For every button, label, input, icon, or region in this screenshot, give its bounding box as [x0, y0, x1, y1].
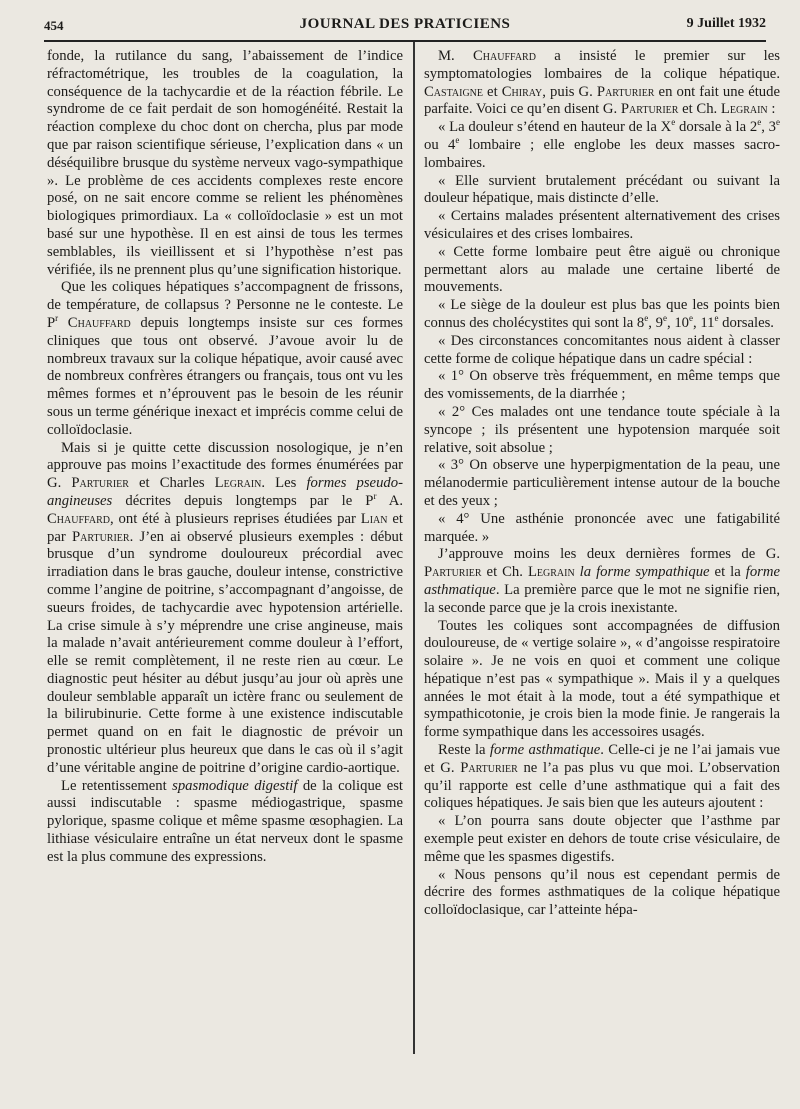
- paragraph: [424, 546, 780, 617]
- superscript: e: [714, 313, 719, 324]
- text-run: Reste la: [438, 742, 490, 759]
- text-run: Toutes les coliques sont accompagnées de diffusion douloureuse, de « vertige solaire », « d’angoisse respiratoire solaire ». Je ne vois en quoi et comment une colique hépatique n’est pas « sympathique ». Mais il y a quelques années le mot était à la mode, tout a été sympathique et sympathicotonie, je crois bien la mode finie. Je rangerais la forme sympathique dans les accessoires usagés.: [424, 617, 780, 741]
- author-name: Parturier: [620, 101, 679, 118]
- author-name: Parturier: [72, 528, 130, 545]
- text-run: , 9: [648, 314, 663, 331]
- paragraph: [424, 457, 780, 510]
- paragraph: [47, 778, 403, 867]
- author-name: Chauffard: [472, 48, 536, 64]
- text-run: « Elle survient brutalement précédant ou suivant la douleur hépatique, mais distincte d’elle.: [424, 172, 780, 207]
- author-name: Chauffard: [67, 314, 131, 331]
- paragraph: [424, 48, 780, 119]
- paragraph: [424, 244, 780, 297]
- text-run: et la: [709, 564, 746, 581]
- author-name: Parturier: [71, 475, 129, 492]
- text-run: et Ch.: [678, 101, 721, 118]
- paragraph: [424, 368, 780, 404]
- text-run: . Les: [261, 475, 307, 492]
- text-run: ne l’a pas plus vu que moi. L’observation qu’il rapporte est celle d’une asthmatique qui a fait des coliques hépatiques. Je sais bien que les auteurs ajoutent :: [424, 759, 780, 812]
- superscript: e: [671, 117, 676, 128]
- text-run: « 2° Ces malades ont une tendance toute spéciale à la syncope ; ils présentent une hypotension marquée soit relative, soit absolue ;: [424, 403, 780, 456]
- text-run: :: [767, 101, 776, 118]
- paragraph: [424, 867, 780, 920]
- emphasis: formes pseudo-angineuses: [47, 475, 403, 509]
- text-run: lombaire ; elle englobe les deux masses sacro-lombaires.: [424, 136, 780, 171]
- emphasis: la forme sympathique: [579, 564, 710, 581]
- text-run: « Le siège de la douleur est plus bas que les points bien connus des cholécystites qui sont la 8: [424, 297, 780, 331]
- author-name: Parturier: [596, 83, 655, 100]
- text-run: « Des circonstances concomitantes nous aident à classer cette forme de colique hépatique dans un cadre spécial :: [424, 332, 780, 367]
- superscript: e: [776, 117, 780, 128]
- text-run: , puis G.: [542, 83, 597, 100]
- text-run: [58, 315, 68, 331]
- text-run: , ont été à plusieurs reprises étudiées par: [109, 510, 361, 527]
- text-run: « 4° Une asthénie prononcée avec une fatigabilité marquée. »: [424, 510, 780, 545]
- paragraph: [424, 208, 780, 244]
- text-run: dorsale à la 2: [675, 119, 758, 136]
- text-run: ou 4: [424, 136, 456, 153]
- emphasis: spasmodique digestif: [172, 777, 298, 794]
- text-run: et par: [47, 510, 403, 545]
- text-run: , 10: [666, 314, 689, 331]
- text-run: « L’on pourra sans doute objecter que l’asthme par exemple peut exister en dehors de toute crise vésiculaire, de même que les spasmes digestifs.: [424, 813, 780, 865]
- author-name: Chiray: [501, 83, 543, 100]
- text-run: « Certains malades présentent alternativement des crises vésiculaires et des crises lombaires.: [424, 208, 780, 242]
- header-rule: [44, 40, 766, 42]
- text-run: , 3: [761, 119, 776, 136]
- text-run: , 11: [693, 314, 715, 331]
- paragraph: [424, 511, 780, 547]
- text-run: et Charles: [128, 475, 215, 492]
- text-run: en ont fait une étude parfaite. Voici ce qu’en disent G.: [424, 83, 781, 118]
- text-run: J’approuve moins les deux dernières formes de G.: [438, 546, 780, 563]
- paragraph: [47, 440, 403, 778]
- author-name: Lian: [360, 510, 388, 527]
- issue-date: 9 Juillet 1932: [686, 16, 766, 31]
- superscript: e: [455, 135, 460, 146]
- text-run: de la colique est aussi indiscutable : spasme médiogastrique, spasme pylorique, spasme colique et même spasme œsophagien. La lithiase vésiculaire entraîne un état nerveux dont le spasme est la plus commune des expressions.: [47, 777, 404, 865]
- paragraph: [424, 173, 780, 209]
- author-name: Castaigne: [424, 83, 483, 100]
- text-run: M.: [438, 48, 473, 64]
- paragraph: [47, 48, 403, 279]
- superscript: r: [55, 313, 59, 324]
- superscript: e: [662, 313, 667, 324]
- column-divider: [413, 42, 415, 1054]
- superscript: e: [689, 313, 693, 324]
- text-run: et: [483, 83, 502, 100]
- text-run: a insisté le premier sur les symptomatologies lombaires de la colique hépatique.: [424, 48, 781, 82]
- paragraph: [424, 297, 780, 333]
- text-run: Le retentissement: [61, 777, 173, 794]
- emphasis: forme asthmatique: [424, 564, 781, 598]
- text-run: décrites depuis longtemps par le P: [112, 492, 374, 509]
- paragraph: [424, 333, 780, 369]
- author-name: Legrain: [214, 475, 262, 492]
- text-run: et Ch.: [481, 564, 528, 581]
- author-name: Legrain: [720, 101, 768, 118]
- left-column: [47, 48, 403, 867]
- text-run: . Celle-ci je ne l’ai jamais vue et G.: [424, 742, 780, 776]
- text-run: Que les coliques hépatiques s’accompagnent de frissons, de température, de collapsus ? Personne ne le conteste. Le P: [47, 279, 403, 331]
- text-run: « Nous pensons qu’il nous est cependant permis de décrire des formes asthmatiques de la colique hépatique colloïdoclasique, car l’atteinte hépa-: [424, 866, 780, 919]
- journal-title: JOURNAL DES PRATICIENS: [299, 16, 511, 32]
- superscript: e: [757, 117, 762, 128]
- paragraph: [424, 618, 780, 743]
- author-name: Parturier: [424, 564, 482, 581]
- text-run: fonde, la rutilance du sang, l’abaissement de l’indice réfractométrique, les troubles de la coagulation, la conséquence de la tachycardie et de la réaction fébrile. Le syndrome de ce fait perdait de son homogénéité. Restait la réaction complexe du choc dont on chercha, plus par mode que par raison scientifique sérieuse, l’explication dans « un déséquilibre brusque du système nerveux vago-sympathique ». Le problème de ces accidents complexes reste encore posé, on ne sait encore comme se relient les phénomènes biologiques primordiaux. La « colloïdoclasie » est un mot basé sur une hypothèse. Il en est ainsi de tous les termes semblables, ils vieillissent et si l’hypothèse n’est pas vérifiée, ils ne prennent plus qu’une signification historique.: [47, 48, 403, 278]
- paragraph: [424, 404, 780, 457]
- text-run: « 3° On observe une hyperpigmentation de la peau, une mélanodermie particulièrement intense autour de la bouche et des yeux ;: [424, 457, 780, 509]
- emphasis: forme asthmatique: [489, 742, 601, 759]
- text-run: « Cette forme lombaire peut être aiguë ou chronique permettant alors au malade une certaine liberté de mouvements.: [424, 243, 780, 296]
- page-number: 454: [44, 18, 64, 33]
- paragraph: [424, 119, 780, 172]
- paragraph: [424, 742, 780, 813]
- text-run: « 1° On observe très fréquemment, en même temps que des vomissements, de la diarrhée ;: [424, 368, 780, 403]
- author-name: Legrain: [527, 564, 575, 581]
- text-run: « La douleur s’étend en hauteur de la X: [438, 119, 672, 136]
- author-name: Chauffard: [47, 510, 110, 527]
- running-header: [44, 14, 766, 38]
- text-run: Mais si je quitte cette discussion nosologique, je n’en approuve pas moins l’exactitude des formes énumérées par G.: [47, 439, 403, 492]
- paragraph: [47, 279, 403, 439]
- text-run: depuis longtemps insiste sur ces formes cliniques que tous ont observé. J’avoue avoir lu de nombreux travaux sur la colique hépatique, avoir causé avec de nombreux confrères étrangers ou français, tous ont vu les mêmes formes et n’éprouvent pas le besoin de les réunir sous un terme générique inexact et imprécis comme celui de colloïdoclasie.: [47, 314, 404, 438]
- text-run: . J’en ai observé plusieurs exemples : début brusque d’un syndrome douloureux précordial avec irradiation dans le bras gauche, douleur intense, constrictive comme l’angine de poitrine, s’accompagnant d’angoisse, de sueurs froides, de tachycardie avec hypotension artérielle. La crise simule à s’y méprendre une crise angineuse, mais la malade n’avait antérieurement comme douleur à l’effort, elle se remit complètement, il ne reste rien au cœur. Le diagnostic peut hésiter au début jusqu’au jour où après une douleur semblable apparaît un ictère franc ou seulement de la bilirubinurie. Cette forme à une existence indiscutable permet quand on en fait le diagnostic de prévoir un pronostic ultérieur plus heureux que dans le cas où il s’agit d’une véritable angine de poitrine d’origine cardio-aortique.: [47, 528, 403, 776]
- right-column: [424, 48, 780, 920]
- text-run: A.: [376, 492, 404, 509]
- text-run: . La première parce que le mot ne signifie rien, la seconde parce que je la crois inexistante.: [424, 581, 780, 616]
- superscript: r: [373, 491, 377, 502]
- paragraph: [424, 813, 780, 866]
- author-name: Parturier: [460, 759, 518, 776]
- superscript: e: [644, 313, 649, 324]
- text-run: dorsales.: [718, 314, 774, 331]
